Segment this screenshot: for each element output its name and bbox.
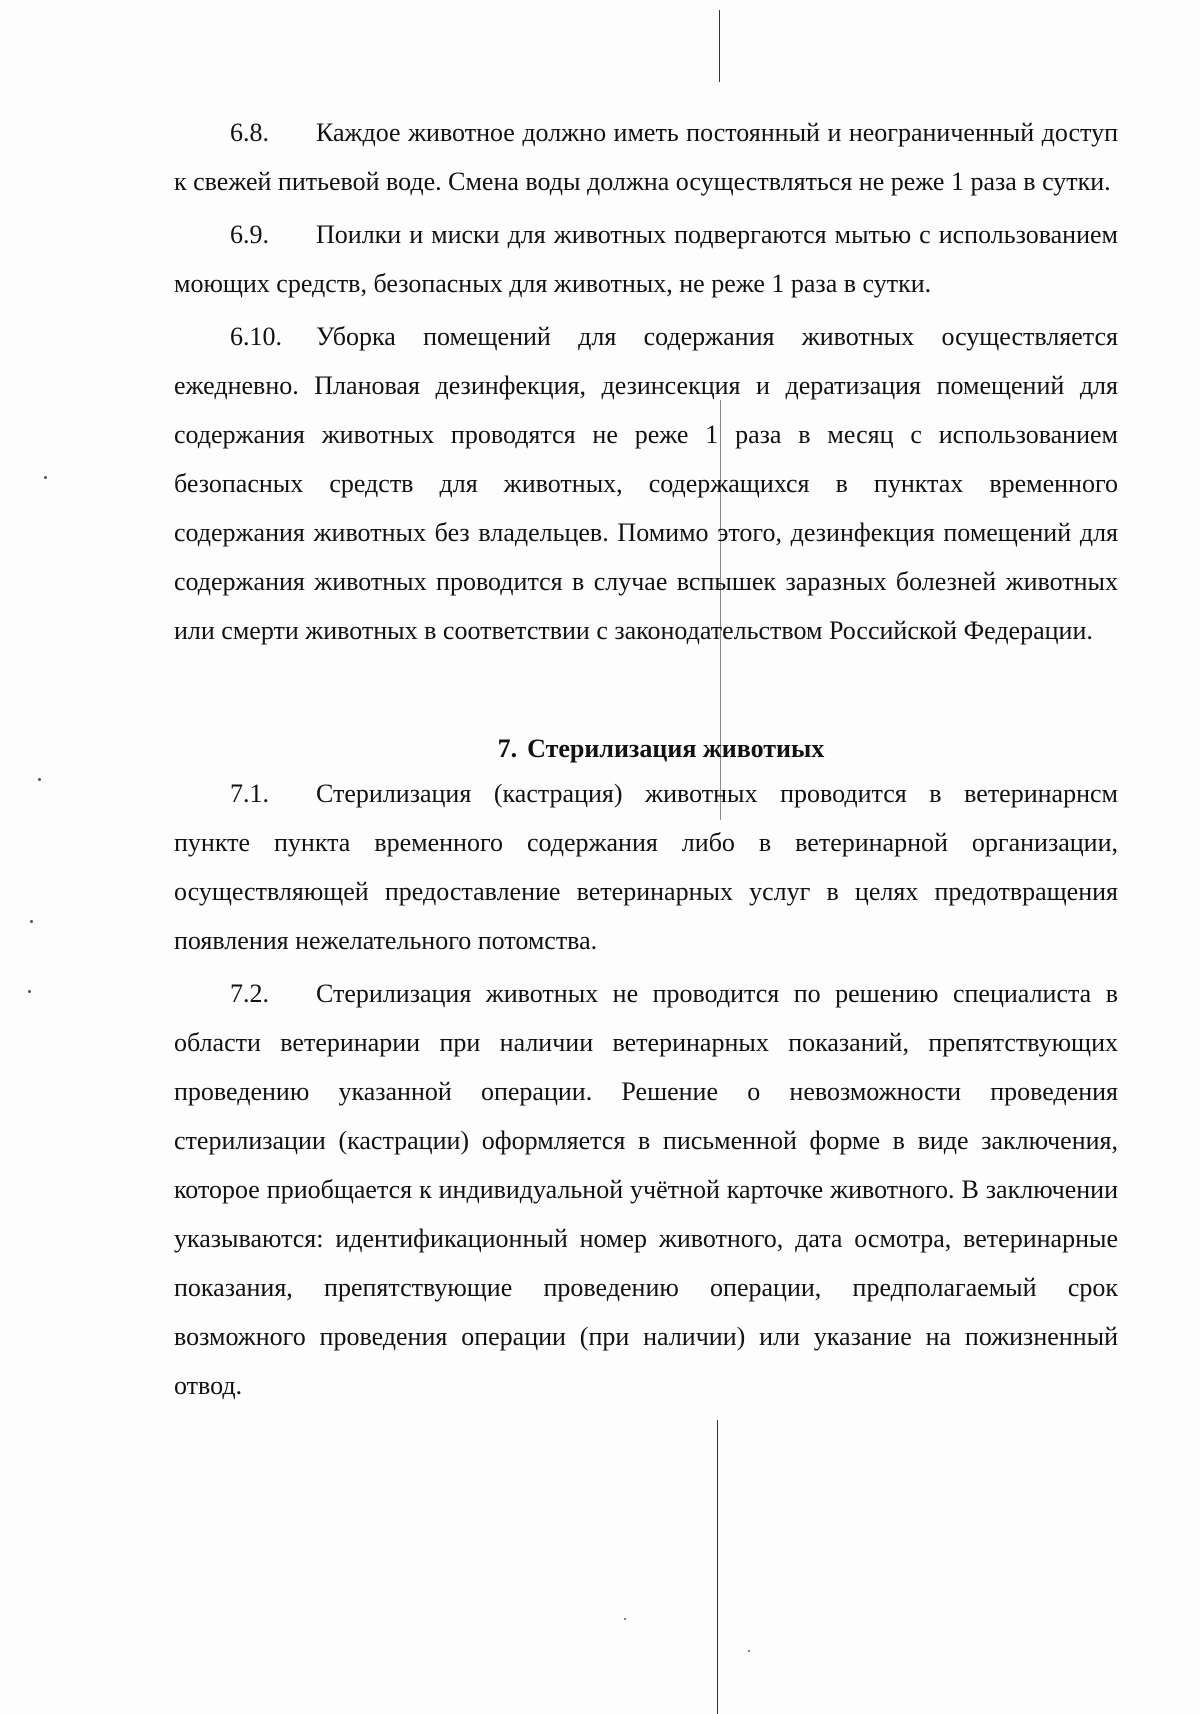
paragraph-number: 6.8. [230, 118, 269, 147]
scan-fold-line-bottom [717, 1420, 718, 1714]
paragraph-6-10 [174, 312, 1118, 655]
scan-fold-line-top [719, 10, 720, 82]
paragraph-7-1 [174, 769, 1118, 965]
paragraph-number: 6.9. [230, 220, 269, 249]
scan-speck [44, 476, 47, 479]
scan-speck [624, 1618, 626, 1620]
paragraph-number: 7.2. [230, 979, 269, 1008]
paragraph-number: 6.10. [230, 322, 282, 351]
section-number: 7. [497, 734, 518, 763]
paragraph-text: Стерилизация животных не проводится по решению специалиста в области ветеринарии при наличии ветеринарных показаний, препятствующих проведению указанной операции. Решение о невозможности проведения стерилизации (кастрации) оформляется в письменной форме в виде заключения, которое приобщается к индивидуальной учётной карточке животного. В заключении указываются: идентификационный номер животного, дата осмотра, ветеринарные показания, препятствующие проведению операции, предполагаемый срок возможного проведения операции (при наличии) или указание на пожизненный отвод. [174, 979, 1118, 1400]
document-body [174, 108, 1118, 1414]
section-heading [174, 729, 1118, 769]
paragraph-number: 7.1. [230, 779, 269, 808]
scan-speck [748, 1650, 750, 1652]
scan-speck [38, 778, 41, 781]
section-title: Стерилизация животиых [527, 734, 825, 763]
paragraph-7-2 [174, 969, 1118, 1410]
scan-speck [30, 920, 33, 923]
paragraph-text: Уборка помещений для содержания животных осуществляется ежедневно. Плановая дезинфекция, дезинсекция и дератизация помещений для содержания животных проводятся не реже 1 раза в месяц с использованием безопасных средств для животных, содержащихся в пунктах временного содержания животных без владельцев. Помимо этого, дезинфекция помещений для содержания животных проводится в случае вспышек заразных болезней животных или смерти животных в соответствии с законодательством Российской Федерации. [174, 322, 1118, 645]
paragraph-text: Стерилизация (кастрация) животных проводится в ветеринарнсм пункте пункта временного содержания либо в ветеринарной организации, осуществляющей предоставление ветеринарных услуг в целях предотвращения появления нежелательного потомства. [174, 779, 1118, 955]
paragraph-6-9 [174, 210, 1118, 308]
paragraph-text: Поилки и миски для животных подвергаются мытью с использованием моющих средств, безопасных для животных, не реже 1 раза в сутки. [174, 220, 1118, 298]
paragraph-text: Каждое животное должно иметь постоянный и неограниченный доступ к свежей питьевой воде. Смена воды должна осуществляться не реже 1 раза в сутки. [174, 118, 1118, 196]
scan-speck [28, 990, 31, 993]
paragraph-6-8 [174, 108, 1118, 206]
